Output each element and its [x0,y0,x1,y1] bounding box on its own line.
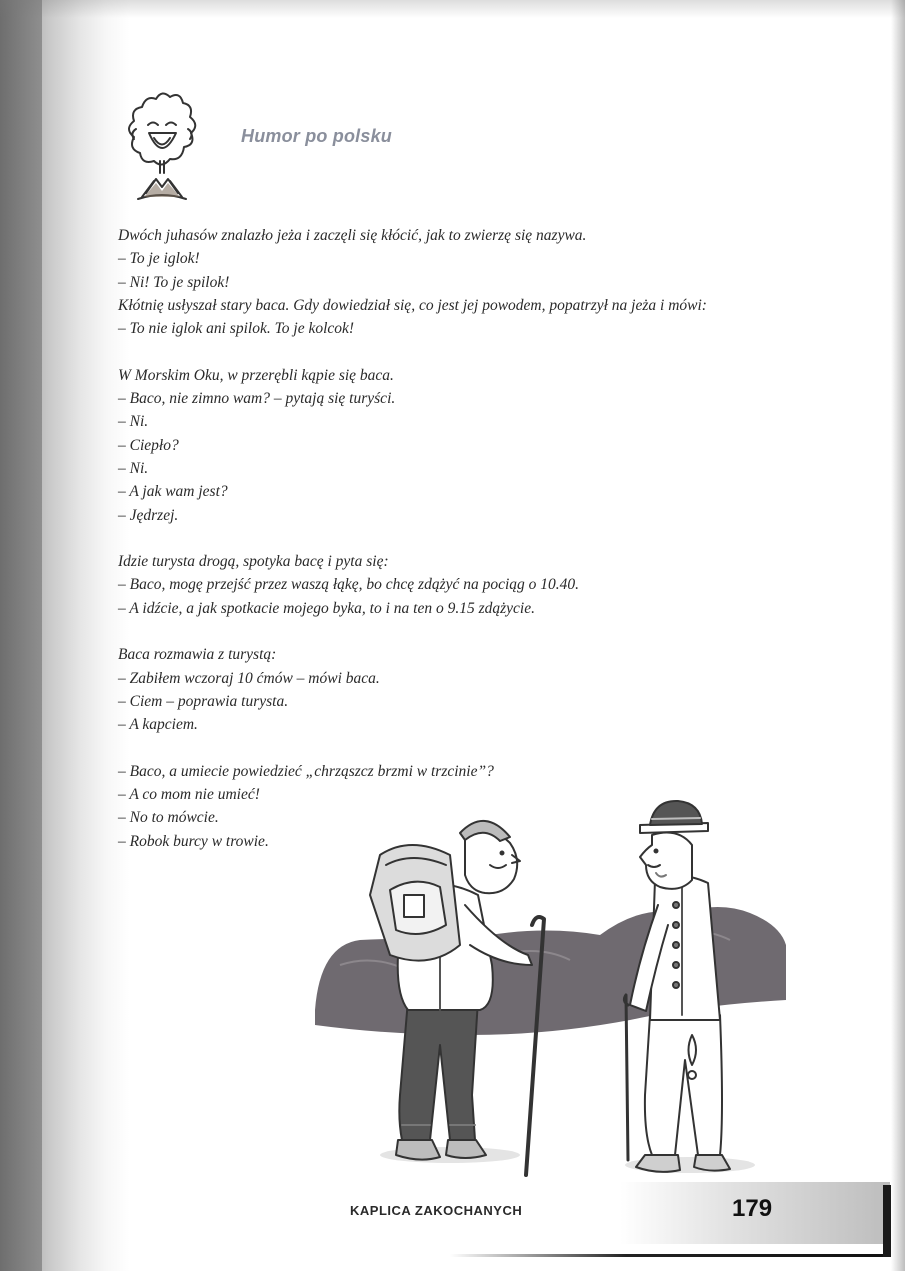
tourist-and-highlander-illustration [300,795,790,1185]
joke-line: – Ni. [118,459,149,477]
joke-line: – Baco, mogę przejść przez waszą łąkę, bo chcę zdążyć na pociąg o 10.40. [118,576,580,594]
joke-line: – Ni! To je spilok! [118,273,230,291]
joke-line: – Baco, a umiecie powiedzieć „chrząszcz brzmi w trzcinie”? [118,762,494,780]
page-right-edge [891,0,905,1271]
joke-line: – To nie iglok ani spilok. To je kolcok! [118,320,355,338]
jokes-text [118,224,758,876]
footer-edge-mark [883,1185,891,1257]
joke-line: – Robok burcy w trowie. [118,832,269,850]
joke-line: – Jędrzej. [118,506,179,524]
joke-line: – Ciem – poprawia turysta. [118,692,289,710]
joke-line: Kłótnię usłyszał stary baca. Gdy dowiedział się, co jest jej powodem, popatrzył na jeża i mówi: [118,296,707,314]
page-number: 179 [732,1195,773,1222]
joke-line: – A co mom nie umieć! [118,786,260,804]
joke-line: – Ciepło? [118,436,179,454]
joke-line: – A idźcie, a jak spotkacie mojego byka, to i na ten o 9.15 zdążycie. [118,599,535,617]
footer-rule [450,1254,890,1257]
joke-line: W Morskim Oku, w przerębli kąpie się baca. [118,366,394,384]
joke-line: – Zabiłem wczoraj 10 ćmów – mówi baca. [118,669,380,687]
joke-line: – A kapciem. [118,716,198,734]
joke-line: Idzie turysta drogą, spotyka bacę i pyta się: [118,553,389,571]
joke-line: – Baco, nie zimno wam? – pytają się turyści. [118,390,396,408]
binding-edge [0,0,42,1271]
joke-line: – Ni. [118,413,149,431]
joke-line: – A jak wam jest? [118,483,228,501]
page-top-shadow [0,0,905,18]
laughing-face-icon [112,85,212,205]
highlander-figure [624,801,730,1172]
joke-line: – To je iglok! [118,250,200,268]
running-head: KAPLICA ZAKOCHANYCH [350,1203,523,1218]
joke-line: Dwóch juhasów znalazło jeża i zaczęli się kłócić, jak to zwierzę się nazywa. [118,227,587,244]
section-title: Humor po polsku [241,126,392,146]
joke-line: – No to mówcie. [118,809,219,827]
joke-1 [118,224,758,340]
joke-2 [118,364,758,527]
joke-3 [118,550,758,620]
joke-line: Baca rozmawia z turystą: [118,646,277,664]
joke-4 [118,643,758,736]
